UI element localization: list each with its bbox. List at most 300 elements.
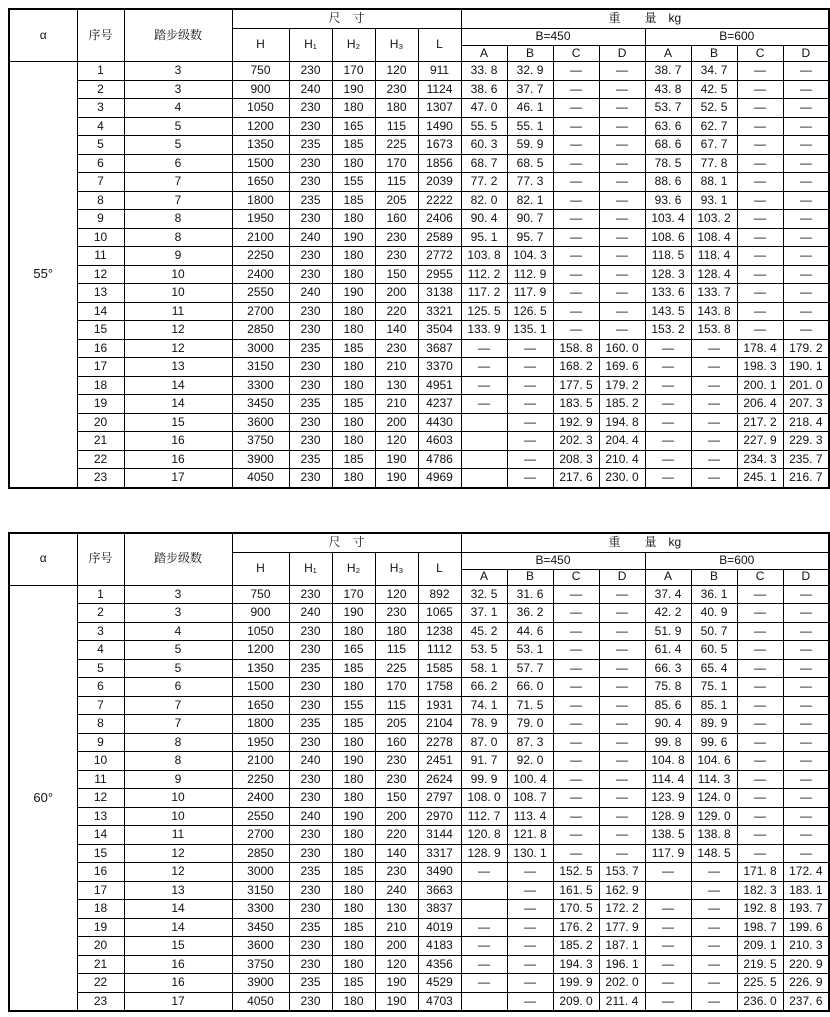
cell: — [461, 918, 507, 937]
cell: 180 [332, 99, 375, 118]
cell: 235 [289, 191, 332, 210]
cell: — [783, 210, 829, 229]
cell: — [507, 358, 553, 377]
cell: — [737, 585, 783, 604]
cell: — [553, 154, 599, 173]
cell: — [461, 339, 507, 358]
cell: 2550 [232, 807, 289, 826]
col-header-L: L [418, 552, 461, 585]
cell: — [783, 733, 829, 752]
cell: 4951 [418, 376, 461, 395]
cell: — [737, 696, 783, 715]
cell: 53. 5 [461, 641, 507, 660]
cell: — [599, 659, 645, 678]
cell: 61. 4 [645, 641, 691, 660]
cell [461, 469, 507, 488]
cell: 240 [289, 807, 332, 826]
cell: 14 [124, 395, 232, 414]
cell: 4183 [418, 937, 461, 956]
cell: 3 [124, 604, 232, 623]
cell [645, 881, 691, 900]
cell: 194. 8 [599, 413, 645, 432]
cell: 20 [77, 937, 124, 956]
cell: — [599, 117, 645, 136]
col-header-b450-A: A [461, 46, 507, 62]
cell: 3 [77, 622, 124, 641]
cell: 40. 9 [691, 604, 737, 623]
cell: 207. 3 [783, 395, 829, 414]
cell: — [599, 585, 645, 604]
cell: 50. 7 [691, 622, 737, 641]
cell: 235 [289, 918, 332, 937]
cell: 210 [375, 395, 418, 414]
cell: — [553, 659, 599, 678]
cell: — [507, 974, 553, 993]
cell: 12 [124, 321, 232, 340]
cell: 2955 [418, 265, 461, 284]
cell: 240 [289, 80, 332, 99]
cell: 10 [124, 789, 232, 808]
cell: 7 [124, 191, 232, 210]
cell: 190 [332, 80, 375, 99]
cell: 4786 [418, 450, 461, 469]
table-row [9, 284, 829, 303]
cell: 133. 7 [691, 284, 737, 303]
cell: 143. 8 [691, 302, 737, 321]
cell: 185 [332, 918, 375, 937]
cell: — [507, 339, 553, 358]
cell: 153. 8 [691, 321, 737, 340]
col-header-b450-B: B [507, 569, 553, 585]
cell: 124. 0 [691, 789, 737, 808]
cell: — [691, 450, 737, 469]
cell: 1490 [418, 117, 461, 136]
cell: — [553, 678, 599, 697]
cell: 180 [332, 770, 375, 789]
cell: 14 [77, 826, 124, 845]
cell: 78. 9 [461, 715, 507, 734]
cell: 1200 [232, 117, 289, 136]
cell: 190 [375, 469, 418, 488]
cell: — [645, 450, 691, 469]
cell: 200 [375, 807, 418, 826]
cell: 183. 1 [783, 881, 829, 900]
cell: — [691, 413, 737, 432]
table-row [9, 210, 829, 229]
cell: 168. 2 [553, 358, 599, 377]
cell: 7 [77, 696, 124, 715]
cell: 108. 4 [691, 228, 737, 247]
cell: 190 [375, 974, 418, 993]
cell: 180 [332, 469, 375, 488]
cell: — [553, 80, 599, 99]
cell: — [783, 604, 829, 623]
cell: 128. 4 [691, 265, 737, 284]
cell: 4 [77, 117, 124, 136]
cell: 115 [375, 696, 418, 715]
spec-table-60deg [8, 532, 830, 1013]
cell: — [599, 789, 645, 808]
cell: 4050 [232, 992, 289, 1011]
cell: 190 [332, 284, 375, 303]
cell: 1307 [418, 99, 461, 118]
table-row [9, 358, 829, 377]
cell: — [737, 247, 783, 266]
cell: 3900 [232, 450, 289, 469]
col-header-serial: 序号 [77, 533, 124, 586]
cell: 205 [375, 191, 418, 210]
cell: — [507, 413, 553, 432]
cell: 180 [332, 678, 375, 697]
cell: — [783, 284, 829, 303]
cell: 3504 [418, 321, 461, 340]
cell: 1350 [232, 136, 289, 155]
cell: 1585 [418, 659, 461, 678]
cell: 176. 2 [553, 918, 599, 937]
cell: 750 [232, 62, 289, 81]
cell: 93. 6 [645, 191, 691, 210]
cell: 235 [289, 659, 332, 678]
col-header-L: L [418, 29, 461, 62]
cell: — [645, 395, 691, 414]
cell: 230. 0 [599, 469, 645, 488]
cell: — [737, 265, 783, 284]
cell: 17 [124, 992, 232, 1011]
cell: 190 [332, 228, 375, 247]
table-row [9, 937, 829, 956]
cell: 235 [289, 339, 332, 358]
cell: 230 [289, 302, 332, 321]
cell: 16 [124, 450, 232, 469]
cell: 199. 6 [783, 918, 829, 937]
table-row [9, 900, 829, 919]
cell: 15 [124, 413, 232, 432]
cell: 180 [332, 992, 375, 1011]
cell: 138. 8 [691, 826, 737, 845]
cell: 230 [289, 358, 332, 377]
cell: 2406 [418, 210, 461, 229]
cell: — [553, 228, 599, 247]
cell: 210. 4 [599, 450, 645, 469]
cell: — [783, 191, 829, 210]
table-row [9, 80, 829, 99]
cell: — [783, 117, 829, 136]
cell: 192. 9 [553, 413, 599, 432]
cell: 155 [332, 696, 375, 715]
cell: — [737, 733, 783, 752]
cell: — [783, 641, 829, 660]
col-header-b600-C: C [737, 569, 783, 585]
cell: 230 [375, 339, 418, 358]
cell: 230 [375, 80, 418, 99]
cell: 2250 [232, 247, 289, 266]
cell: 10 [77, 228, 124, 247]
cell: — [507, 450, 553, 469]
cell: 5 [77, 659, 124, 678]
cell: — [553, 770, 599, 789]
cell: — [507, 863, 553, 882]
cell: 12 [124, 863, 232, 882]
cell: 180 [332, 376, 375, 395]
cell: 185 [332, 974, 375, 993]
cell: 11 [77, 247, 124, 266]
cell: 180 [332, 432, 375, 451]
cell: 21 [77, 432, 124, 451]
cell: 230 [289, 413, 332, 432]
cell: 180 [332, 321, 375, 340]
cell: — [645, 432, 691, 451]
cell: 230 [289, 247, 332, 266]
cell: 37. 4 [645, 585, 691, 604]
cell: — [553, 844, 599, 863]
cell: 900 [232, 604, 289, 623]
table-row [9, 770, 829, 789]
cell: — [783, 715, 829, 734]
cell: 5 [124, 136, 232, 155]
cell: 2 [77, 80, 124, 99]
cell: 13 [77, 807, 124, 826]
col-header-H2: H₂ [332, 29, 375, 62]
cell: 12 [77, 265, 124, 284]
cell: 8 [124, 210, 232, 229]
cell: 3450 [232, 395, 289, 414]
cell: 230 [289, 770, 332, 789]
cell: 4237 [418, 395, 461, 414]
cell: 10 [124, 284, 232, 303]
cell: — [507, 432, 553, 451]
cell: 15 [77, 321, 124, 340]
cell: 3000 [232, 863, 289, 882]
cell: 3 [124, 62, 232, 81]
cell: 16 [124, 974, 232, 993]
cell: 230 [289, 321, 332, 340]
cell: 126. 5 [507, 302, 553, 321]
cell: 118. 5 [645, 247, 691, 266]
cell: 180 [332, 622, 375, 641]
cell: 9 [77, 733, 124, 752]
cell: — [645, 900, 691, 919]
cell: 6 [77, 154, 124, 173]
cell: — [783, 659, 829, 678]
cell: 5 [124, 117, 232, 136]
cell: 45. 2 [461, 622, 507, 641]
cell: 183. 5 [553, 395, 599, 414]
cell: — [553, 265, 599, 284]
cell: 4430 [418, 413, 461, 432]
table-row [9, 99, 829, 118]
cell: 230 [289, 585, 332, 604]
cell: 240 [289, 752, 332, 771]
cell: 104. 8 [645, 752, 691, 771]
cell: 1673 [418, 136, 461, 155]
cell: 60. 3 [461, 136, 507, 155]
cell: 37. 1 [461, 604, 507, 623]
cell: 180 [332, 826, 375, 845]
cell: — [691, 863, 737, 882]
cell: 85. 1 [691, 696, 737, 715]
cell: 1800 [232, 191, 289, 210]
cell: 77. 8 [691, 154, 737, 173]
cell: 2222 [418, 191, 461, 210]
cell: 91. 7 [461, 752, 507, 771]
cell: 68. 7 [461, 154, 507, 173]
cell: 74. 1 [461, 696, 507, 715]
cell: — [553, 99, 599, 118]
cell: 211. 4 [599, 992, 645, 1011]
cell: 63. 6 [645, 117, 691, 136]
cell: 10 [77, 752, 124, 771]
cell: 1800 [232, 715, 289, 734]
cell: — [461, 863, 507, 882]
cell: — [507, 955, 553, 974]
cell: 77. 2 [461, 173, 507, 192]
table-row [9, 881, 829, 900]
cell: 1050 [232, 99, 289, 118]
cell: 32. 9 [507, 62, 553, 81]
table-row [9, 844, 829, 863]
cell: 1500 [232, 678, 289, 697]
cell: 201. 0 [783, 376, 829, 395]
cell: 143. 5 [645, 302, 691, 321]
cell: 2 [77, 604, 124, 623]
col-header-b600-D: D [783, 569, 829, 585]
cell: 217. 2 [737, 413, 783, 432]
cell: 216. 7 [783, 469, 829, 488]
cell: 7 [124, 715, 232, 734]
cell: 172. 4 [783, 863, 829, 882]
table-row [9, 62, 829, 81]
col-header-alpha: α [9, 9, 77, 62]
cell: 77. 3 [507, 173, 553, 192]
cell: 2100 [232, 752, 289, 771]
cell: 23 [77, 469, 124, 488]
col-header-b600-B: B [691, 46, 737, 62]
cell: — [691, 358, 737, 377]
col-header-weight: 重 量 kg [461, 9, 829, 29]
cell: 20 [77, 413, 124, 432]
cell: 36. 1 [691, 585, 737, 604]
cell: 46. 1 [507, 99, 553, 118]
cell: — [737, 136, 783, 155]
col-header-weight: 重 量 kg [461, 533, 829, 553]
cell: 219. 5 [737, 955, 783, 974]
cell: 1065 [418, 604, 461, 623]
cell: 230 [289, 844, 332, 863]
cell: — [737, 80, 783, 99]
cell: 162. 9 [599, 881, 645, 900]
cell: 120 [375, 955, 418, 974]
cell: 104. 3 [507, 247, 553, 266]
cell: 225. 5 [737, 974, 783, 993]
cell: 14 [77, 302, 124, 321]
cell: 11 [124, 826, 232, 845]
cell: 53. 7 [645, 99, 691, 118]
cell: — [737, 302, 783, 321]
cell: 87. 3 [507, 733, 553, 752]
cell: — [553, 622, 599, 641]
cell: 18 [77, 900, 124, 919]
cell: — [645, 469, 691, 488]
cell: 234. 3 [737, 450, 783, 469]
cell: — [553, 585, 599, 604]
cell: 208. 3 [553, 450, 599, 469]
cell: — [599, 641, 645, 660]
cell: 120. 8 [461, 826, 507, 845]
table-row [9, 863, 829, 882]
cell: 2550 [232, 284, 289, 303]
cell: 150 [375, 789, 418, 808]
cell: 155 [332, 173, 375, 192]
alpha-value: 60° [9, 585, 77, 1011]
cell: 230 [375, 604, 418, 623]
cell: — [599, 80, 645, 99]
cell: — [783, 696, 829, 715]
cell: 112. 7 [461, 807, 507, 826]
cell: 1124 [418, 80, 461, 99]
cell: — [599, 321, 645, 340]
cell: 179. 2 [783, 339, 829, 358]
cell: 3663 [418, 881, 461, 900]
cell: 130. 1 [507, 844, 553, 863]
cell: 17 [77, 358, 124, 377]
cell: 180 [332, 302, 375, 321]
cell: — [553, 302, 599, 321]
cell: 75. 1 [691, 678, 737, 697]
cell: 226. 9 [783, 974, 829, 993]
cell: 3450 [232, 918, 289, 937]
cell: 185 [332, 450, 375, 469]
table-row [9, 807, 829, 826]
cell: 99. 6 [691, 733, 737, 752]
cell: 200 [375, 284, 418, 303]
cell: 230 [289, 733, 332, 752]
col-header-dimensions: 尺 寸 [232, 533, 461, 553]
cell: — [645, 863, 691, 882]
col-header-H3: H₃ [375, 29, 418, 62]
cell: 180 [332, 733, 375, 752]
cell: 202. 3 [553, 432, 599, 451]
cell: 1112 [418, 641, 461, 660]
cell: 204. 4 [599, 432, 645, 451]
cell: — [461, 937, 507, 956]
cell: — [553, 321, 599, 340]
cell: — [783, 228, 829, 247]
cell: 75. 8 [645, 678, 691, 697]
cell: — [737, 117, 783, 136]
table-row [9, 622, 829, 641]
cell: — [783, 807, 829, 826]
cell: 179. 2 [599, 376, 645, 395]
cell: 182. 3 [737, 881, 783, 900]
cell: — [737, 844, 783, 863]
cell: 23 [77, 992, 124, 1011]
cell: 194. 3 [553, 955, 599, 974]
table-row [9, 395, 829, 414]
col-header-H3: H₃ [375, 552, 418, 585]
cell: — [737, 604, 783, 623]
cell: 148. 5 [691, 844, 737, 863]
cell: 230 [289, 173, 332, 192]
cell: 3000 [232, 339, 289, 358]
cell: 133. 9 [461, 321, 507, 340]
cell: 4603 [418, 432, 461, 451]
cell [461, 450, 507, 469]
cell: — [783, 173, 829, 192]
cell [461, 432, 507, 451]
cell: — [599, 622, 645, 641]
cell: 3370 [418, 358, 461, 377]
cell: 117. 9 [645, 844, 691, 863]
